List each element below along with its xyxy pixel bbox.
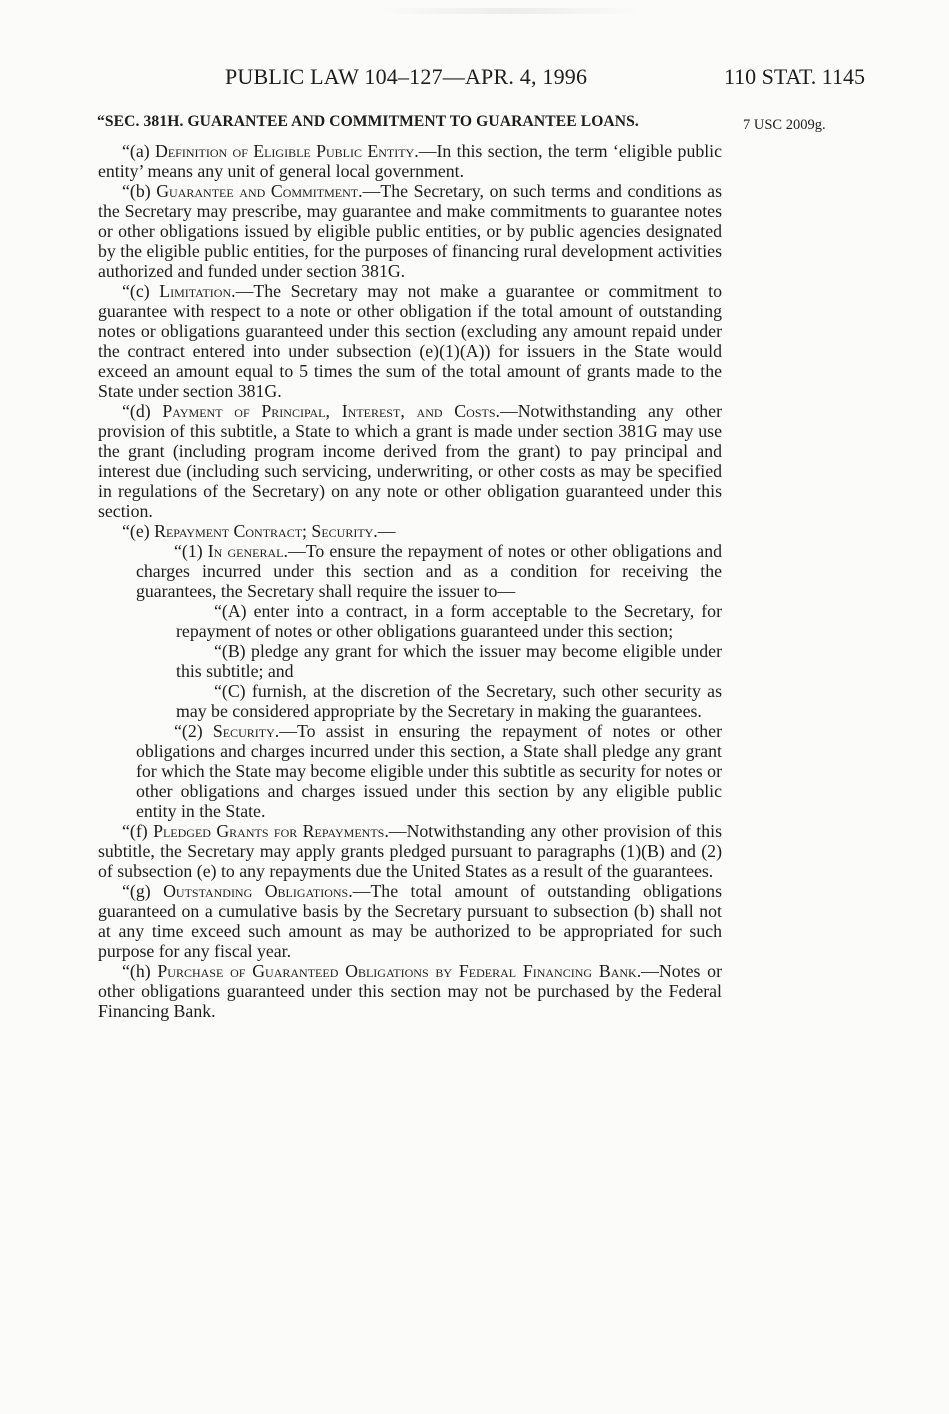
statute-text [98, 112, 722, 1021]
subsection-label: “(c) [122, 281, 160, 301]
subsection-label: “(f) [122, 821, 154, 841]
scan-artifact [380, 8, 640, 14]
subsection-caption: Limitation. [159, 281, 236, 301]
subsection-text: —Notes or other obligations guaranteed under this section may not be purchased by the Federal Financing Bank. [98, 961, 722, 1021]
paragraph-caption: Security. [212, 721, 280, 741]
subsection-e [98, 521, 722, 541]
section-heading: “SEC. 381H. GUARANTEE AND COMMITMENT TO GUARANTEE LOANS. [97, 113, 639, 130]
subsection-caption: Pledged Grants for Repayments. [153, 821, 389, 841]
subsection-label: “(b) [122, 181, 157, 201]
subsection-c [98, 281, 722, 401]
subsection-d [98, 401, 722, 521]
usc-margin-note: 7 USC 2009g. [743, 117, 826, 133]
paragraph-e1 [136, 541, 722, 601]
subsection-caption: Repayment Contract; Security. [154, 521, 378, 541]
subsection-f [98, 821, 722, 881]
paragraph-text: —To assist in ensuring the repayment of notes or other obligations and charges incurred under this section, a State shall pledge any grant for which the State may become eligible under this subtitle as security for notes or other obligations and charges issued under this section by any eligible public entity in the State. [136, 721, 723, 821]
subsection-g [98, 881, 722, 961]
subsection-text: —In this section, the term ‘eligible public entity’ means any unit of general local government. [98, 141, 722, 181]
subsection-text: —The total amount of outstanding obligations guaranteed on a cumulative basis by the Secretary pursuant to subsection (b) shall not at any time exceed such amount as may be authorized to be appropriated for such purpose for any fiscal year. [98, 881, 722, 961]
subsection-caption: Definition of Eligible Public Entity. [155, 141, 419, 161]
subsection-text: — [377, 521, 396, 541]
paragraph-caption: In general. [207, 541, 288, 561]
paragraph-label: “(2) [174, 721, 213, 741]
subsection-label: “(a) [122, 141, 155, 161]
subsection-caption: Payment of Principal, Interest, and Costs. [162, 401, 500, 421]
subsection-h [98, 961, 722, 1021]
subsection-caption: Outstanding Obligations. [163, 881, 353, 901]
subsection-text: —The Secretary, on such terms and conditions as the Secretary may prescribe, may guarantee and make commitments to guarantee notes or other obligations issued by eligible public entities, or by public agencies designated by the eligible public entities, for the purposes of financing rural development activities authorized and funded under section 381G. [98, 181, 722, 281]
subparagraph-C: “(C) furnish, at the discretion of the Secretary, such other security as may be considered appropriate by the Secretary in making the guarantees. [176, 681, 722, 721]
running-head: PUBLIC LAW 104–127—APR. 4, 1996 [225, 64, 588, 89]
subsection-text: —The Secretary may not make a guarantee or commitment to guarantee with respect to a note or other obligation if the total amount of outstanding notes or obligations guaranteed under this section (excluding any amount repaid under the contract entered into under subsection (e)(1)(A)) for issuers in the State would exceed an amount equal to 5 times the sum of the total amount of grants made to the State under section 381G. [98, 281, 723, 401]
page-header [225, 64, 865, 94]
subsection-a [98, 141, 722, 181]
subparagraph-B: “(B) pledge any grant for which the issuer may become eligible under this subtitle; and [176, 641, 722, 681]
subsection-caption: Guarantee and Commitment. [156, 181, 363, 201]
subsection-label: “(d) [122, 401, 163, 421]
subsection-label: “(h) [122, 961, 158, 981]
subsection-b [98, 181, 722, 281]
subsection-label: “(e) [122, 521, 155, 541]
subsection-caption: Purchase of Guaranteed Obligations by Federal Financing Bank. [157, 961, 642, 981]
subparagraph-A: “(A) enter into a contract, in a form acceptable to the Secretary, for repayment of notes or other obligations guaranteed under this section; [176, 601, 722, 641]
subsection-label: “(g) [122, 881, 164, 901]
paragraph-text: —To ensure the repayment of notes or other obligations and charges incurred under this section and as a condition for receiving the guarantees, the Secretary shall require the issuer to— [136, 541, 722, 601]
subsection-text: —Notwithstanding any other provision of this subtitle, the Secretary may apply grants pledged pursuant to paragraphs (1)(B) and (2) of subsection (e) to any repayments due the United States as a result of the guarantees. [98, 821, 722, 881]
paragraph-label: “(1) [174, 541, 208, 561]
statute-page-number: 110 STAT. 1145 [723, 64, 865, 89]
paragraph-e2 [136, 721, 722, 821]
subsection-text: —Notwithstanding any other provision of this subtitle, a State to which a grant is made under section 381G may use the grant (including program income derived from the grant) to pay principal and interest due (including such servicing, underwriting, or other costs as may be specified in regulations of the Secretary) on any note or other obligation guaranteed under this section. [98, 401, 722, 521]
